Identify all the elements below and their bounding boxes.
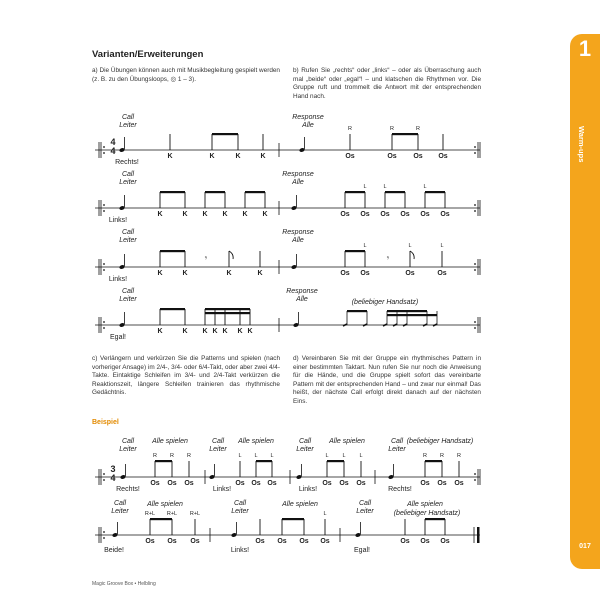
stroke-Os: Os xyxy=(400,211,410,218)
beam xyxy=(345,191,365,193)
stroke-Os: Os xyxy=(420,211,430,218)
stroke-K: K xyxy=(157,328,163,335)
stroke-Os: Os xyxy=(184,480,194,487)
slash-head xyxy=(433,324,437,326)
flag xyxy=(410,251,414,259)
repeat-dot xyxy=(103,146,105,148)
response-label: Response xyxy=(292,114,324,121)
beam xyxy=(150,518,172,520)
call-label: Call xyxy=(113,500,127,507)
hand-label: L xyxy=(238,453,242,459)
hand-label: L xyxy=(408,243,412,249)
alle-spielen-label: Alle spielen xyxy=(329,438,365,445)
call-links: Links! xyxy=(108,217,128,224)
beam xyxy=(160,308,185,310)
slash-head xyxy=(383,324,387,326)
stroke-Os: Os xyxy=(413,153,423,160)
stroke-Os: Os xyxy=(340,270,350,277)
call-beide: Beide! xyxy=(104,547,124,554)
repeat-dot xyxy=(474,327,476,329)
chapter-number: 1 xyxy=(578,36,592,61)
stroke-Os: Os xyxy=(235,480,245,487)
alle-spielen-label: Alle spielen xyxy=(282,501,318,508)
repeat-dot xyxy=(474,204,476,206)
stroke-K: K xyxy=(257,270,263,277)
slash-head xyxy=(393,324,397,326)
stroke-Os: Os xyxy=(438,153,448,160)
section-heading: Varianten/Erweiterungen xyxy=(92,49,204,60)
beam xyxy=(385,191,405,193)
hand-label: R xyxy=(423,453,427,459)
stroke-Os: Os xyxy=(454,480,464,487)
call-label: Call xyxy=(121,229,135,236)
leiter-label: Leiter xyxy=(356,508,374,515)
repeat-dot xyxy=(103,473,105,475)
repeat-dot xyxy=(474,152,476,154)
repeat-dot xyxy=(474,263,476,265)
beam xyxy=(387,314,437,316)
beispiel-heading: Beispiel xyxy=(92,419,119,426)
stroke-Os: Os xyxy=(145,538,155,545)
stroke-Os: Os xyxy=(167,538,177,545)
stroke-K: K xyxy=(237,328,243,335)
beam xyxy=(256,460,272,462)
stroke-Os: Os xyxy=(360,270,370,277)
stroke-Os: Os xyxy=(345,153,355,160)
final-thick-bar xyxy=(477,527,480,543)
hand-label: L xyxy=(325,453,329,459)
stroke-Os: Os xyxy=(340,211,350,218)
stroke-K: K xyxy=(235,153,241,160)
repeat-dot xyxy=(103,479,105,481)
slash-head xyxy=(423,324,427,326)
leiter-label: Leiter xyxy=(296,446,314,453)
time-signature-denominator: 4 xyxy=(110,473,116,483)
repeat-dot xyxy=(474,210,476,212)
call-links: Links! xyxy=(298,486,318,493)
repeat-dot xyxy=(103,321,105,323)
call-label: Call xyxy=(390,438,404,445)
repeat-dot xyxy=(103,263,105,265)
stroke-Os: Os xyxy=(190,538,200,545)
hand-label: R xyxy=(416,126,420,132)
repeat-dot xyxy=(103,327,105,329)
stroke-Os: Os xyxy=(267,480,277,487)
leiter-label: Leiter xyxy=(119,296,137,303)
hand-label: L xyxy=(254,453,258,459)
beam xyxy=(212,133,238,135)
alle-spielen-label: Alle spielen xyxy=(147,501,183,508)
stroke-Os: Os xyxy=(437,480,447,487)
call-label: Call xyxy=(298,438,312,445)
hand-label: R xyxy=(348,126,352,132)
paragraph-a: a) Die Übungen können auch mit Musikbegleitung gespielt werden (z. B. zu den Übungsloops, ◎ 1 – 3). xyxy=(92,67,280,83)
repeat-dot xyxy=(474,269,476,271)
beam xyxy=(205,191,225,193)
stroke-Os: Os xyxy=(320,538,330,545)
beam xyxy=(160,191,185,193)
repeat-dot xyxy=(103,269,105,271)
stroke-Os: Os xyxy=(299,538,309,545)
leiter-label: Leiter xyxy=(119,179,137,186)
call-rechts: Rechts! xyxy=(116,486,140,493)
hand-label: R xyxy=(153,453,157,459)
chapter-tab xyxy=(570,34,600,569)
page-number: 017 xyxy=(579,543,591,550)
hand-label: L xyxy=(363,184,367,190)
repeat-dot xyxy=(103,531,105,533)
hand-label: L xyxy=(440,243,444,249)
stroke-Os: Os xyxy=(437,270,447,277)
stroke-K: K xyxy=(182,270,188,277)
stroke-K: K xyxy=(212,328,218,335)
response-label: Response xyxy=(282,171,314,178)
beam xyxy=(245,191,265,193)
stroke-Os: Os xyxy=(440,211,450,218)
call-links: Links! xyxy=(212,486,232,493)
call-label: Call xyxy=(121,171,135,178)
stroke-Os: Os xyxy=(251,480,261,487)
call-egal: Egal! xyxy=(354,547,370,554)
leiter-label: Leiter xyxy=(119,122,137,129)
stroke-K: K xyxy=(202,211,208,218)
alle-label: Alle xyxy=(302,122,314,129)
stroke-Os: Os xyxy=(322,480,332,487)
stroke-Os: Os xyxy=(150,480,160,487)
repeat-dot xyxy=(474,473,476,475)
stroke-K: K xyxy=(226,270,232,277)
call-rechts: Rechts! xyxy=(388,486,412,493)
stroke-Os: Os xyxy=(420,538,430,545)
alle-label: Alle xyxy=(292,179,304,186)
beam xyxy=(345,250,365,252)
beliebiger-label: (beliebiger Handsatz) xyxy=(351,299,419,306)
alle-label: Alle xyxy=(296,296,308,303)
stroke-Os: Os xyxy=(420,480,430,487)
leiter-label: Leiter xyxy=(111,508,129,515)
stroke-Os: Os xyxy=(405,270,415,277)
eighth-rest: 𝄾 xyxy=(386,253,390,263)
repeat-dot xyxy=(474,321,476,323)
time-signature-numerator: 3 xyxy=(110,464,116,474)
flag xyxy=(229,251,233,259)
hand-label: L xyxy=(323,511,327,517)
stroke-Os: Os xyxy=(360,211,370,218)
beam xyxy=(425,191,445,193)
paragraph-b: b) Rufen Sie „rechts“ oder „links“ – oder als Überraschung auch mal „beide“ oder „egal“! – und klatschen die Rhythmen vor. Die Gruppe ruft und trommelt die Antwort mit der entsprechenden Hand nach. xyxy=(293,67,481,100)
stroke-K: K xyxy=(262,211,268,218)
leiter-label: Leiter xyxy=(231,508,249,515)
hand-label: R xyxy=(457,453,461,459)
time-signature-denominator: 4 xyxy=(110,146,116,156)
beliebiger-label: (beliebiger Handsatz) xyxy=(393,510,461,517)
hand-label: R xyxy=(187,453,191,459)
hand-label: L xyxy=(359,453,363,459)
hand-label: R+L xyxy=(189,511,201,517)
call-label: Call xyxy=(358,500,372,507)
stroke-K: K xyxy=(182,211,188,218)
hand-label: R+L xyxy=(166,511,178,517)
stroke-Os: Os xyxy=(440,538,450,545)
leiter-label: Leiter xyxy=(388,446,406,453)
stroke-K: K xyxy=(167,153,173,160)
call-links: Links! xyxy=(230,547,250,554)
beam xyxy=(205,312,250,314)
stroke-Os: Os xyxy=(400,538,410,545)
stroke-Os: Os xyxy=(255,538,265,545)
call-label: Call xyxy=(121,114,135,121)
alle-spielen-label: Alle spielen xyxy=(407,501,443,508)
hand-label: R xyxy=(390,126,394,132)
stroke-Os: Os xyxy=(356,480,366,487)
stroke-Os: Os xyxy=(277,538,287,545)
stroke-Os: Os xyxy=(339,480,349,487)
stroke-Os: Os xyxy=(167,480,177,487)
stroke-K: K xyxy=(260,153,266,160)
stroke-K: K xyxy=(247,328,253,335)
beam xyxy=(155,460,172,462)
repeat-dot xyxy=(474,479,476,481)
repeat-dot xyxy=(103,537,105,539)
call-label: Call xyxy=(211,438,225,445)
stroke-K: K xyxy=(209,153,215,160)
stroke-K: K xyxy=(182,328,188,335)
call-rechts: Rechts! xyxy=(115,159,139,166)
leiter-label: Leiter xyxy=(119,237,137,244)
repeat-dot xyxy=(103,210,105,212)
time-signature-numerator: 4 xyxy=(110,137,116,147)
hand-label: R xyxy=(170,453,174,459)
stroke-K: K xyxy=(157,270,163,277)
leiter-label: Leiter xyxy=(209,446,227,453)
beam xyxy=(425,518,445,520)
hand-label: R xyxy=(440,453,444,459)
alle-label: Alle xyxy=(292,237,304,244)
notation-layer xyxy=(95,114,480,554)
alle-spielen-label: Alle spielen xyxy=(152,438,188,445)
call-label: Call xyxy=(121,438,135,445)
stroke-K: K xyxy=(202,328,208,335)
repeat-dot xyxy=(474,146,476,148)
repeat-dot xyxy=(103,204,105,206)
alle-spielen-label: Alle spielen xyxy=(238,438,274,445)
response-label: Response xyxy=(286,288,318,295)
slash-head xyxy=(403,324,407,326)
call-label: Call xyxy=(233,500,247,507)
slash-head xyxy=(343,324,347,326)
stroke-K: K xyxy=(242,211,248,218)
hand-label: L xyxy=(423,184,427,190)
paragraph-c: c) Verlängern und verkürzen Sie die Patterns und spielen (nach vorheriger Ansage) im 2/4-, 3/4- oder 6/4-Takt, oder aber zwei 4/4-Takte. Eintaktige Schleifen im 3/4- und 2/4-Takt verkürzen die Reaktionszeit, längere Schleifen trainieren das rhythmische Gedächtnis. xyxy=(92,355,280,397)
call-egal: Egal! xyxy=(110,334,126,341)
slash-head xyxy=(363,324,367,326)
beam xyxy=(347,310,367,312)
hand-label: L xyxy=(383,184,387,190)
footer: Magic Groove Box • Helbling xyxy=(92,581,156,587)
hand-label: L xyxy=(270,453,274,459)
hand-label: L xyxy=(363,243,367,249)
call-label: Call xyxy=(121,288,135,295)
stroke-K: K xyxy=(222,328,228,335)
stroke-Os: Os xyxy=(387,153,397,160)
stroke-K: K xyxy=(222,211,228,218)
stroke-K: K xyxy=(157,211,163,218)
beam xyxy=(425,460,442,462)
call-links: Links! xyxy=(108,276,128,283)
beam xyxy=(282,518,304,520)
eighth-rest: 𝄾 xyxy=(204,253,208,263)
response-label: Response xyxy=(282,229,314,236)
beam xyxy=(392,133,418,135)
repeat-dot xyxy=(103,152,105,154)
stroke-Os: Os xyxy=(380,211,390,218)
beam xyxy=(205,308,250,310)
beam xyxy=(327,460,344,462)
hand-label: L xyxy=(342,453,346,459)
beam xyxy=(160,250,185,252)
hand-label: R+L xyxy=(144,511,156,517)
beliebiger-label: (beliebiger Handsatz) xyxy=(406,438,474,445)
paragraph-d: d) Vereinbaren Sie mit der Gruppe ein rhythmisches Pattern in einer bestimmten Taktart. Nun rufen Sie nur noch die Anweisung für die Hände, und die Gruppe spielt sofort das vereinbarte Pattern mit der entsprechenden Hand – und zwar nur einmal! Das heißt, der nächste Call erfolgt direkt danach auf der nächsten Eins. xyxy=(293,355,481,405)
chapter-title: Warm-ups xyxy=(577,126,586,163)
beam xyxy=(387,310,427,312)
leiter-label: Leiter xyxy=(119,446,137,453)
